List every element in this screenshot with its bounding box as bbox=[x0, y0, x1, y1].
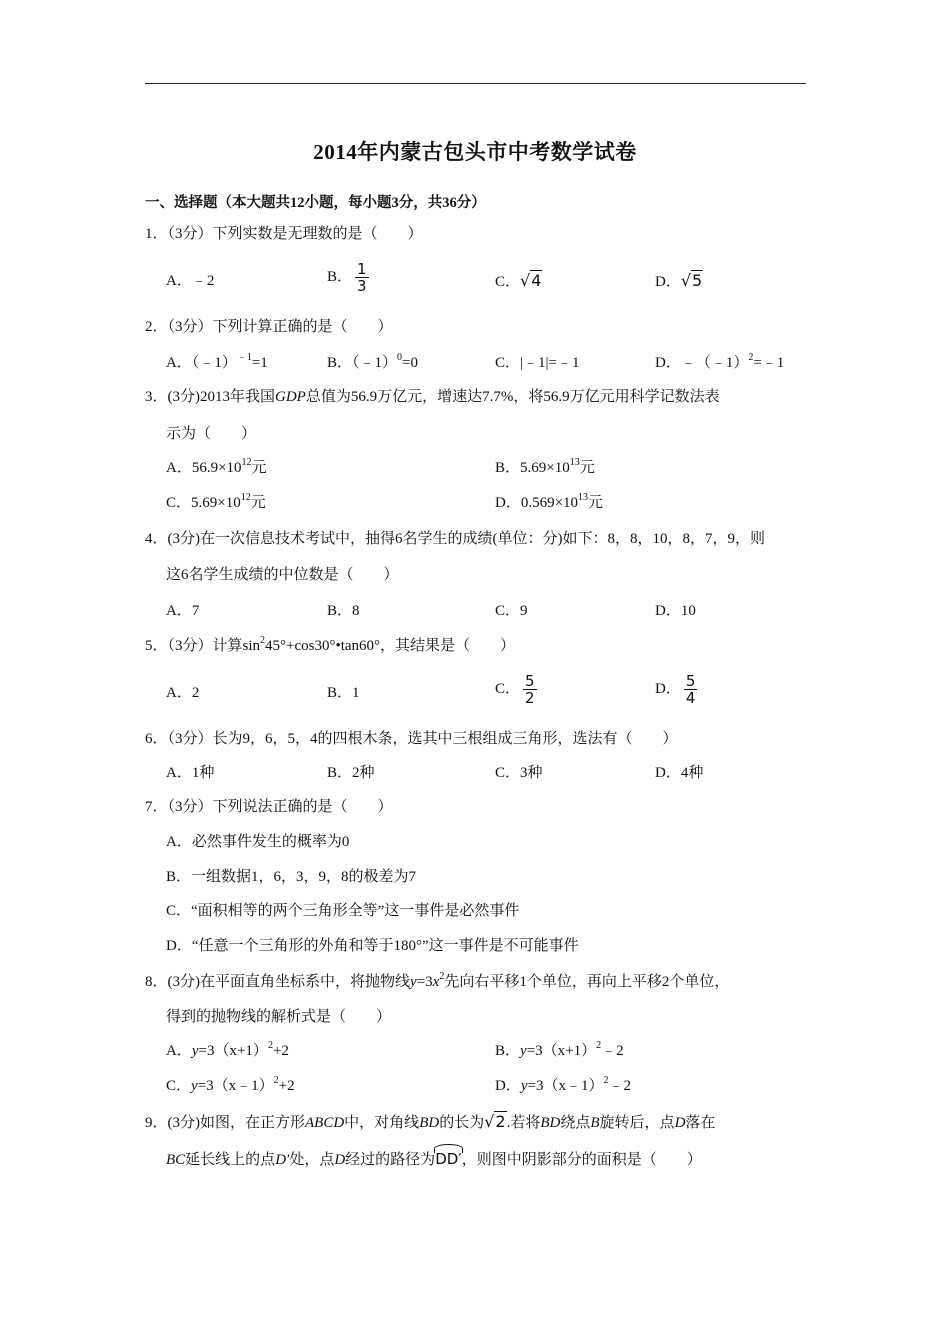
question-7-stem: 7．（3分）下列说法正确的是（ ） bbox=[145, 799, 393, 815]
stem-text: 总值为56.9万亿元，增速达7.7%，将56.9万亿元用科学记数法表 bbox=[305, 389, 720, 405]
exponent: 2 bbox=[267, 1040, 273, 1051]
option-text: C．5.69×10 bbox=[166, 495, 241, 511]
q2-option-a[interactable] bbox=[166, 353, 268, 373]
option-text: D．﹣（﹣1） bbox=[655, 355, 749, 371]
q6-option-c[interactable]: C．3种 bbox=[495, 765, 543, 781]
label-bd: BD bbox=[540, 1115, 561, 1131]
exponent: 13 bbox=[569, 457, 580, 468]
variable-x: x bbox=[432, 974, 440, 990]
question-9-stem bbox=[145, 1112, 715, 1133]
option-text: ﹣2 bbox=[601, 1043, 624, 1059]
option-text: ﹣2 bbox=[608, 1078, 631, 1094]
exponent: 2 bbox=[603, 1075, 609, 1086]
stem-text: 中，对角线 bbox=[344, 1115, 420, 1131]
stem-text: 旋转后，点 bbox=[599, 1115, 675, 1131]
option-text: =1 bbox=[251, 355, 268, 371]
option-text: +2 bbox=[272, 1043, 289, 1059]
question-6-stem: 6．（3分）长为9，6，5，4的四根木条，选其中三根组成三角形，选法有（ ） bbox=[145, 731, 678, 747]
radicand: 5 bbox=[692, 271, 703, 290]
stem-text: =3 bbox=[416, 974, 433, 990]
q6-option-b[interactable]: B．2种 bbox=[327, 765, 375, 781]
q3-option-b[interactable] bbox=[495, 458, 595, 478]
stem-text: .若将 bbox=[506, 1115, 541, 1131]
question-2-stem: 2．（3分）下列计算正确的是（ ） bbox=[145, 319, 393, 335]
q2-option-c[interactable]: C．|﹣1|=﹣1 bbox=[495, 355, 580, 371]
q1-option-c-label: C． bbox=[495, 274, 521, 290]
variable-y: y bbox=[520, 1043, 527, 1059]
question-4-stem: 4．(3分)在一次信息技术考试中，抽得6名学生的成绩(单位：分)如下：8，8，10，8，7，9，则 bbox=[145, 531, 765, 547]
option-text: A． bbox=[166, 1043, 192, 1059]
option-text: 元 bbox=[251, 460, 267, 476]
exponent: 2 bbox=[748, 352, 754, 363]
q1-option-b[interactable] bbox=[327, 261, 369, 294]
question-3-stem bbox=[145, 387, 720, 407]
option-text: +2 bbox=[278, 1078, 295, 1094]
exponent: 2 bbox=[260, 635, 266, 646]
sqrt-icon: √2 bbox=[484, 1112, 506, 1131]
q5-option-b[interactable]: B．1 bbox=[327, 685, 360, 701]
option-text: =0 bbox=[402, 355, 418, 371]
exponent: ﹣1 bbox=[236, 352, 252, 363]
option-text: 元 bbox=[579, 460, 595, 476]
q6-option-a[interactable]: A．1种 bbox=[166, 765, 215, 781]
q2-option-b[interactable] bbox=[327, 353, 418, 373]
stem-text: 的长为 bbox=[439, 1115, 485, 1131]
stem-text: ，则图中阴影部分的面积是（ ） bbox=[461, 1152, 702, 1168]
label-bc: BC bbox=[166, 1152, 186, 1168]
fraction-denominator: 3 bbox=[357, 277, 367, 295]
option-text: B． bbox=[495, 1043, 521, 1059]
sqrt-icon: √5 bbox=[680, 271, 703, 290]
question-8-stem bbox=[145, 972, 729, 992]
fraction-numerator: 1 bbox=[357, 260, 367, 278]
q7-option-d[interactable]: D．“任意一个三角形的外角和等于180°”这一事件是不可能事件 bbox=[166, 938, 579, 954]
option-text: C． bbox=[495, 680, 521, 697]
q8-option-a[interactable] bbox=[166, 1041, 289, 1061]
stem-term: GDP bbox=[275, 389, 306, 405]
q1-option-c[interactable] bbox=[495, 271, 542, 292]
q1-option-a[interactable]: A．﹣2 bbox=[166, 273, 215, 289]
q1-option-b-label: B． bbox=[327, 268, 353, 285]
label-bd: BD bbox=[419, 1115, 440, 1131]
option-text: A．（﹣1） bbox=[166, 355, 237, 371]
option-text: B．（﹣1） bbox=[327, 355, 398, 371]
question-1-stem: 1．（3分）下列实数是无理数的是（ ） bbox=[145, 226, 423, 242]
variable-y: y bbox=[410, 974, 417, 990]
stem-text: 先向右平移1个单位，再向上平移2个单位， bbox=[444, 974, 730, 990]
radicand: 4 bbox=[531, 271, 542, 290]
q5-option-c-fraction bbox=[523, 673, 537, 706]
q1-option-d[interactable] bbox=[655, 271, 703, 292]
exponent: 2 bbox=[596, 1040, 602, 1051]
q3-option-c[interactable] bbox=[166, 493, 266, 513]
stem-text: 处，点 bbox=[289, 1152, 335, 1168]
q4-option-c[interactable]: C．9 bbox=[495, 603, 528, 619]
fraction-denominator: 4 bbox=[685, 689, 696, 707]
stem-text: 8．(3分)在平面直角坐标系中，将抛物线 bbox=[145, 974, 410, 990]
section-heading: 一、选择题（本大题共12小题，每小题3分，共36分） bbox=[145, 195, 486, 211]
option-text: =3（x﹣1） bbox=[197, 1078, 274, 1094]
q4-option-b[interactable]: B．8 bbox=[327, 603, 360, 619]
page-title: 2014年内蒙古包头市中考数学试卷 bbox=[313, 140, 637, 164]
q4-option-d[interactable]: D．10 bbox=[655, 603, 696, 619]
variable-y: y bbox=[191, 1043, 199, 1059]
stem-text: 9．(3分)如图，在正方形 bbox=[145, 1115, 305, 1131]
exponent: 2 bbox=[439, 971, 445, 982]
option-text: 元 bbox=[588, 495, 604, 511]
label-abcd: ABCD bbox=[305, 1115, 345, 1131]
q8-option-c[interactable] bbox=[166, 1076, 295, 1096]
q8-option-b[interactable] bbox=[495, 1041, 624, 1061]
q5-option-c[interactable] bbox=[495, 673, 537, 706]
q3-option-a[interactable] bbox=[166, 458, 267, 478]
option-text: D． bbox=[495, 1078, 521, 1094]
option-text: =3（x+1） bbox=[198, 1043, 268, 1059]
q5-option-a[interactable]: A．2 bbox=[166, 685, 200, 701]
q7-option-a[interactable]: A．必然事件发生的概率为0 bbox=[166, 834, 350, 850]
option-text: D．0.569×10 bbox=[495, 495, 579, 511]
option-text: =3（x﹣1） bbox=[527, 1078, 604, 1094]
header-rule bbox=[145, 83, 806, 84]
q1-option-d-label: D． bbox=[655, 274, 681, 290]
fraction-numerator: 5 bbox=[525, 672, 535, 690]
exponent: 13 bbox=[578, 492, 589, 503]
exponent: 2 bbox=[273, 1075, 279, 1086]
variable-y: y bbox=[191, 1078, 198, 1094]
stem-text: 3．(3分)2013年我国 bbox=[145, 389, 275, 405]
stem-text: 落在 bbox=[685, 1115, 716, 1131]
variable-y: y bbox=[520, 1078, 528, 1094]
q3-option-d[interactable] bbox=[495, 493, 603, 513]
option-text: B．5.69×10 bbox=[495, 460, 570, 476]
exponent: 12 bbox=[241, 457, 252, 468]
option-text: A．56.9×10 bbox=[166, 460, 242, 476]
q6-option-d[interactable]: D．4种 bbox=[655, 765, 704, 781]
label-d: D bbox=[674, 1115, 686, 1131]
question-8-stem-cont: 得到的抛物线的解析式是（ ） bbox=[166, 1009, 392, 1025]
q7-option-c[interactable]: C．“面积相等的两个三角形全等”这一事件是必然事件 bbox=[166, 903, 520, 919]
exponent: 12 bbox=[240, 492, 251, 503]
q5-option-d-fraction bbox=[684, 673, 698, 706]
question-4-stem-cont: 这6名学生成绩的中位数是（ ） bbox=[166, 567, 399, 583]
question-3-stem-cont: 示为（ ） bbox=[166, 426, 257, 442]
exponent: 0 bbox=[397, 352, 403, 363]
option-text: =3（x+1） bbox=[526, 1043, 597, 1059]
fraction-denominator: 2 bbox=[525, 689, 535, 707]
arc-icon: DD′ bbox=[435, 1150, 462, 1168]
q1-option-b-fraction bbox=[355, 261, 369, 294]
q7-option-b[interactable]: B．一组数据1，6，3，9，8的极差为7 bbox=[166, 869, 417, 885]
stem-text: 延长线上的点 bbox=[185, 1152, 276, 1168]
option-text: D． bbox=[655, 680, 681, 697]
fraction-numerator: 5 bbox=[685, 672, 696, 690]
stem-text: 经过的路径为 bbox=[345, 1152, 436, 1168]
label-d: D bbox=[334, 1152, 346, 1168]
option-text: =﹣1 bbox=[753, 355, 785, 371]
label-d-prime: D′ bbox=[275, 1152, 290, 1168]
question-9-stem-cont bbox=[166, 1149, 702, 1170]
q2-option-d[interactable] bbox=[655, 353, 784, 373]
option-text: 元 bbox=[250, 495, 266, 511]
option-text: C． bbox=[166, 1078, 192, 1094]
stem-text: 5．（3分）计算sin bbox=[145, 638, 261, 654]
sqrt-icon: √4 bbox=[520, 271, 542, 290]
stem-text: 绕点 bbox=[560, 1115, 591, 1131]
q4-option-a[interactable]: A．7 bbox=[166, 603, 200, 619]
label-b: B bbox=[590, 1115, 600, 1131]
question-5-stem bbox=[145, 636, 515, 656]
radicand: 2 bbox=[495, 1112, 506, 1131]
stem-text: 45°+cos30°•tan60°，其结果是（ ） bbox=[265, 638, 516, 654]
q8-option-d[interactable] bbox=[495, 1076, 631, 1096]
q5-option-d[interactable] bbox=[655, 673, 697, 706]
